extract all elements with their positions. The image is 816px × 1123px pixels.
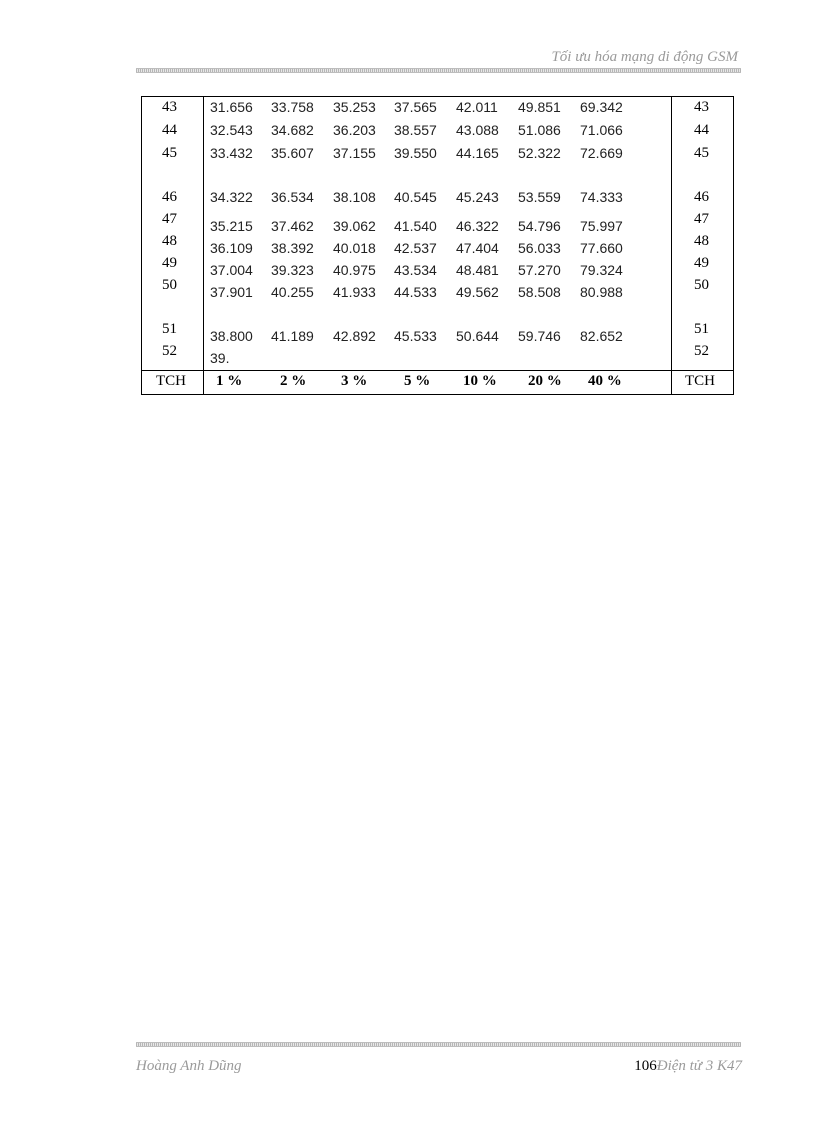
table-cell: 42.011 xyxy=(456,99,498,115)
table-cell: 53.559 xyxy=(518,189,561,205)
left-row-label: 45 xyxy=(162,145,177,161)
right-row-label: 50 xyxy=(694,277,709,293)
table-cell: 39.323 xyxy=(271,262,314,278)
table-cell: 48.481 xyxy=(456,262,499,278)
table-cell: 74.333 xyxy=(580,189,623,205)
table-cell: 56.033 xyxy=(518,240,561,256)
table-cell: 44.165 xyxy=(456,145,499,161)
footer-class: Điện tử 3 K47 xyxy=(656,1058,742,1074)
table-cell: 50.644 xyxy=(456,328,499,344)
table-cell: 57.270 xyxy=(518,262,561,278)
table-cell: 39.550 xyxy=(394,145,437,161)
table-cell: 39.062 xyxy=(333,218,376,234)
right-row-label: 46 xyxy=(694,189,709,205)
table-cell: 69.342 xyxy=(580,99,623,115)
right-row-label: 49 xyxy=(694,255,709,271)
table-cell: 79.324 xyxy=(580,262,623,278)
table-cell: 49.562 xyxy=(456,284,499,300)
right-row-label: 48 xyxy=(694,233,709,249)
left-row-label: 46 xyxy=(162,189,177,205)
table-cell: 41.189 xyxy=(271,328,314,344)
table-cell: 37.155 xyxy=(333,145,376,161)
left-row-label: 43 xyxy=(162,99,177,115)
percent-column-header: 40 % xyxy=(588,373,622,389)
table-cell: 33.432 xyxy=(210,145,253,161)
table-cell: 35.253 xyxy=(333,99,376,115)
table-cell: 82.652 xyxy=(580,328,623,344)
row-divider xyxy=(142,370,733,371)
left-row-label: 49 xyxy=(162,255,177,271)
right-row-label: 51 xyxy=(694,321,709,337)
table-cell: 44.533 xyxy=(394,284,437,300)
left-row-label: 44 xyxy=(162,122,177,138)
table-cell: 41.540 xyxy=(394,218,437,234)
footer-author: Hoàng Anh Dũng xyxy=(136,1058,242,1074)
footer-row-label-right: TCH xyxy=(685,373,715,389)
table-cell: 36.534 xyxy=(271,189,314,205)
right-row-label: 44 xyxy=(694,122,709,138)
footer-row-label-left: TCH xyxy=(156,373,186,389)
table-cell: 36.203 xyxy=(333,122,376,138)
left-row-label: 51 xyxy=(162,321,177,337)
table-cell: 31.656 xyxy=(210,99,253,115)
table-cell: 43.088 xyxy=(456,122,499,138)
table-cell: 40.975 xyxy=(333,262,376,278)
table-cell: 59.746 xyxy=(518,328,561,344)
left-row-label: 52 xyxy=(162,343,177,359)
percent-column-header: 5 % xyxy=(404,373,431,389)
table-cell: 37.565 xyxy=(394,99,437,115)
column-divider xyxy=(203,97,204,394)
right-row-label: 43 xyxy=(694,99,709,115)
left-row-label: 48 xyxy=(162,233,177,249)
table-cell: 52.322 xyxy=(518,145,561,161)
table-cell: 45.533 xyxy=(394,328,437,344)
table-cell: 41.933 xyxy=(333,284,376,300)
percent-column-header: 20 % xyxy=(528,373,562,389)
table-cell: 80.988 xyxy=(580,284,623,300)
table-cell: 35.215 xyxy=(210,218,253,234)
column-divider xyxy=(671,97,672,394)
table-cell: 34.322 xyxy=(210,189,253,205)
table-cell: 37.004 xyxy=(210,262,253,278)
data-table xyxy=(141,96,734,395)
table-cell: 39. xyxy=(210,350,230,366)
table-cell: 36.109 xyxy=(210,240,253,256)
table-cell: 40.018 xyxy=(333,240,376,256)
table-cell: 38.557 xyxy=(394,122,437,138)
table-cell: 32.543 xyxy=(210,122,253,138)
percent-column-header: 3 % xyxy=(341,373,368,389)
table-cell: 47.404 xyxy=(456,240,499,256)
table-cell: 43.534 xyxy=(394,262,437,278)
table-cell: 38.392 xyxy=(271,240,314,256)
percent-column-header: 2 % xyxy=(280,373,307,389)
table-cell: 37.901 xyxy=(210,284,253,300)
right-row-label: 47 xyxy=(694,211,709,227)
right-row-label: 52 xyxy=(694,343,709,359)
page-number: 106 xyxy=(634,1058,657,1074)
percent-column-header: 1 % xyxy=(216,373,243,389)
table-cell: 71.066 xyxy=(580,122,623,138)
table-cell: 75.997 xyxy=(580,218,623,234)
table-cell: 40.545 xyxy=(394,189,437,205)
table-cell: 35.607 xyxy=(271,145,314,161)
page-header-title: Tối ưu hóa mạng di động GSM xyxy=(551,49,738,65)
left-row-label: 47 xyxy=(162,211,177,227)
percent-column-header: 10 % xyxy=(463,373,497,389)
left-row-label: 50 xyxy=(162,277,177,293)
header-rule xyxy=(136,68,741,73)
table-cell: 40.255 xyxy=(271,284,314,300)
table-cell: 49.851 xyxy=(518,99,561,115)
footer-page-info xyxy=(634,1058,742,1075)
table-cell: 58.508 xyxy=(518,284,561,300)
table-cell: 77.660 xyxy=(580,240,623,256)
table-cell: 42.892 xyxy=(333,328,376,344)
table-cell: 51.086 xyxy=(518,122,561,138)
table-cell: 72.669 xyxy=(580,145,623,161)
right-row-label: 45 xyxy=(694,145,709,161)
table-cell: 45.243 xyxy=(456,189,499,205)
table-cell: 37.462 xyxy=(271,218,314,234)
table-cell: 42.537 xyxy=(394,240,437,256)
footer-rule xyxy=(136,1042,741,1047)
table-cell: 33.758 xyxy=(271,99,314,115)
table-cell: 54.796 xyxy=(518,218,561,234)
table-cell: 38.108 xyxy=(333,189,376,205)
table-cell: 38.800 xyxy=(210,328,253,344)
table-cell: 46.322 xyxy=(456,218,499,234)
table-cell: 34.682 xyxy=(271,122,314,138)
